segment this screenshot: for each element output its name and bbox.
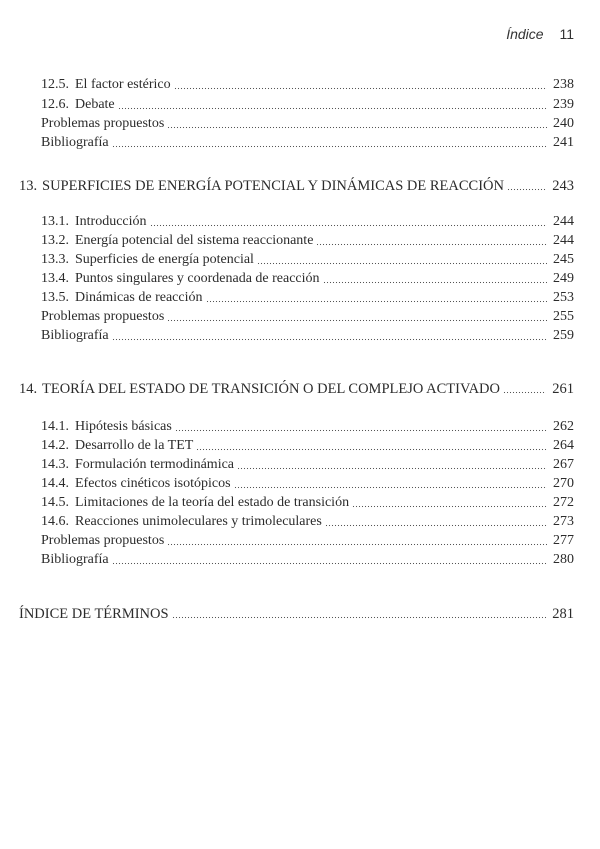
toc-entry[interactable] [41,475,574,493]
entry-number: 14.6. [41,514,69,529]
dot-leader [316,243,547,246]
toc-entry[interactable] [41,532,574,550]
toc-entry[interactable] [41,96,574,114]
toc-index[interactable] [19,605,574,623]
entry-title: Reacciones unimoleculares y trimoleculares [75,514,322,529]
entry-page: 245 [553,252,574,267]
chapter-number: 13. [19,178,38,194]
entry-title: Bibliografía [41,328,109,343]
entry-title: Bibliografía [41,552,109,567]
entry-number: 13.4. [41,271,69,286]
dot-leader [323,281,547,284]
toc-entry[interactable] [41,437,574,455]
dot-leader [206,300,548,303]
chapter-title: TEORÍA DEL ESTADO DE TRANSICIÓN O DEL COMPLEJO ACTIVADO [42,381,501,397]
dot-leader [172,616,547,619]
chapter-title: SUPERFICIES DE ENERGÍA POTENCIAL Y DINÁMICAS DE REACCIÓN [42,178,504,194]
toc-entry[interactable] [41,251,574,269]
dot-leader [234,486,547,489]
dot-leader [503,391,546,394]
chapter-number: 14. [19,381,38,397]
entry-number: 13.2. [41,233,69,248]
entry-title: Puntos singulares y coordenada de reacción [75,271,320,286]
entry-number: 13.1. [41,214,69,229]
toc-entry[interactable] [41,327,574,345]
entry-page: 280 [553,552,574,567]
entry-number: 13.5. [41,290,69,305]
entry-page: 244 [553,233,574,248]
dot-leader [174,87,547,90]
entry-title: Desarrollo de la TET [75,438,194,453]
entry-page: 243 [552,178,574,194]
entry-title: Problemas propuestos [41,533,165,548]
entry-number: 14.1. [41,419,69,434]
entry-title: Debate [75,97,115,112]
dot-leader [167,543,547,546]
dot-leader [167,126,547,129]
toc-entry[interactable] [41,115,574,133]
entry-number: 14.4. [41,476,69,491]
section-title: Índice [506,26,544,42]
toc-entry[interactable] [41,513,574,531]
dot-leader [112,145,547,148]
dot-leader [237,467,547,470]
toc-entry[interactable] [41,289,574,307]
entry-title: Problemas propuestos [41,116,165,131]
entry-page: 249 [553,271,574,286]
dot-leader [325,524,547,527]
dot-leader [167,319,547,322]
toc-entry[interactable] [41,308,574,326]
entry-title: El factor estérico [75,77,171,92]
entry-page: 281 [552,606,574,622]
entry-title: Dinámicas de reacción [75,290,203,305]
toc-entry[interactable] [41,418,574,436]
entry-page: 261 [552,381,574,397]
entry-page: 244 [553,214,574,229]
entry-page: 273 [553,514,574,529]
entry-page: 253 [553,290,574,305]
toc-entry[interactable] [41,134,574,152]
entry-page: 264 [553,438,574,453]
toc-entry[interactable] [41,551,574,569]
dot-leader [118,107,547,110]
running-header [506,26,574,42]
entry-page: 270 [553,476,574,491]
entry-page: 240 [553,116,574,131]
entry-page: 267 [553,457,574,472]
dot-leader [112,562,547,565]
toc-chapter[interactable] [19,380,574,398]
dot-leader [112,338,547,341]
entry-page: 259 [553,328,574,343]
entry-page: 255 [553,309,574,324]
entry-number: 12.5. [41,77,69,92]
dot-leader [150,224,547,227]
entry-page: 272 [553,495,574,510]
entry-page: 277 [553,533,574,548]
toc-entry[interactable] [41,76,574,94]
entry-title: Energía potencial del sistema reaccionante [75,233,314,248]
entry-title: Efectos cinéticos isotópicos [75,476,231,491]
entry-title: Formulación termodinámica [75,457,235,472]
entry-title: Bibliografía [41,135,109,150]
toc-entry[interactable] [41,232,574,250]
page-number: 11 [559,26,574,42]
entry-title: Limitaciones de la teoría del estado de transición [75,495,350,510]
entry-title: Problemas propuestos [41,309,165,324]
dot-leader [175,429,547,432]
entry-page: 238 [553,77,574,92]
entry-number: 14.5. [41,495,69,510]
entry-title: Hipótesis básicas [75,419,172,434]
entry-title: Superficies de energía potencial [75,252,254,267]
dot-leader [196,448,547,451]
toc-entry[interactable] [41,270,574,288]
toc-entry[interactable] [41,213,574,231]
entry-number: 14.3. [41,457,69,472]
toc-entry[interactable] [41,456,574,474]
entry-number: 12.6. [41,97,69,112]
entry-number: 14.2. [41,438,69,453]
entry-page: 241 [553,135,574,150]
entry-title: Introducción [75,214,147,229]
entry-number: 13.3. [41,252,69,267]
dot-leader [352,505,547,508]
dot-leader [257,262,547,265]
toc-chapter[interactable] [19,177,574,195]
entry-page: 262 [553,419,574,434]
dot-leader [507,188,546,191]
index-title: ÍNDICE DE TÉRMINOS [19,606,169,622]
toc-entry[interactable] [41,494,574,512]
entry-page: 239 [553,97,574,112]
